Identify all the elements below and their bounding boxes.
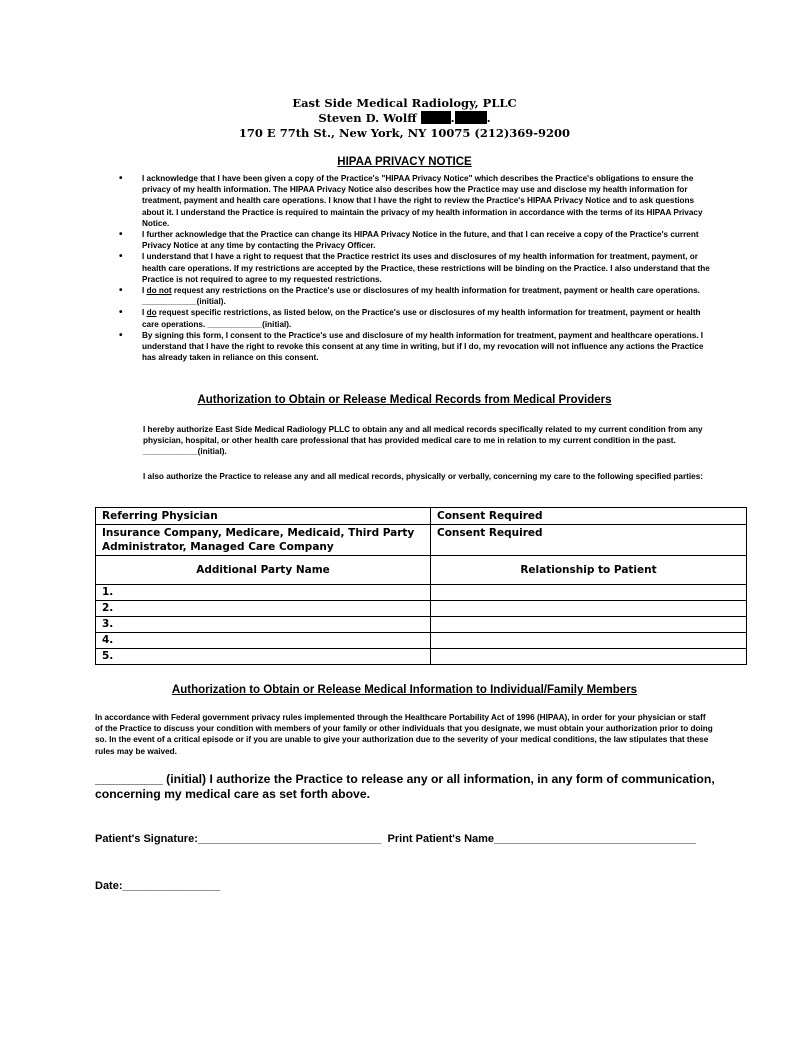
relationship-field[interactable] [431,601,747,617]
hipaa-bullet-no-restrictions [119,285,714,307]
records-authorization-text: I hereby authorize East Side Medical Radiology PLLC to obtain any and all medical records specifically related to my current condition from any physician, hospital, or other health care professional that has provided medical care to me in relation to my current condition in the past. ____________(initial). [143,425,703,457]
table-row [96,525,747,556]
table-header-row [96,556,747,585]
table-cell: Referring Physician [96,508,431,525]
relationship-field[interactable] [431,617,747,633]
bullet-text: I [142,286,147,296]
physician-name: Steven D. Wolff [318,111,417,125]
records-authorization-title: Authorization to Obtain or Release Medical Records from Medical Providers [197,394,612,406]
table-row [96,649,747,665]
table-cell: Consent Required [431,525,747,556]
signature-line [95,833,696,845]
table-row [96,633,747,649]
party-name-field[interactable]: 4. [96,633,431,649]
hipaa-bullet: • I acknowledge that I have been given a copy of the Practice's "HIPAA Privacy Notice" which describes the Practice's obligations to ensure the privacy of my health information. The HIPAA Privacy Notice also describes how the Practice may use and disclose my health information for treatment, payment and health care operations. I know that I have the right to review the Practice's HIPAA Privacy Notice and to ask questions about it. I understand the Practice is required to maintain the privacy of my health information in accordance with the terms of its HIPAA Privacy Notice. [119,173,714,229]
patient-signature-field[interactable]: Patient's Signature:______________________________ [95,833,382,845]
practice-address: 170 E 77th St., New York, NY 10075 (212)369-9200 [238,126,571,140]
authorized-parties-table [95,507,747,665]
table-cell: Insurance Company, Medicare, Medicaid, Third Party Administrator, Managed Care Company [96,525,431,556]
party-name-field[interactable]: 5. [96,649,431,665]
bullet-text: request any restrictions on the Practice's use or disclosures of my health information for treatment, payment or health care operations. ____________(initial). [142,286,700,307]
table-row [96,601,747,617]
redaction-block [421,111,451,124]
family-consent-statement[interactable]: __________ (initial) I authorize the Practice to release any or all information, in any form of communication, concerning my medical care as set forth above. [95,772,715,801]
relationship-field[interactable] [431,585,747,601]
hipaa-bullet-list [119,173,714,363]
table-row [96,617,747,633]
relationship-field[interactable] [431,649,747,665]
table-row [96,508,747,525]
bullet-text: request specific restrictions, as listed below, on the Practice's use or disclosures of my health information for treatment, payment or health care operations. ____________(initial). [142,308,701,329]
hipaa-title: HIPAA PRIVACY NOTICE [337,156,472,168]
relationship-field[interactable] [431,633,747,649]
hipaa-bullet: • By signing this form, I consent to the Practice's use and disclosure of my health information for treatment, payment and healthcare operations. I understand that I have the right to revoke this consent at any time in writing, but if I do, my revocation will not influence any actions the Practice has already taken in reliance on this consent. [119,330,714,364]
party-name-field[interactable]: 3. [96,617,431,633]
table-row [96,585,747,601]
hipaa-bullet-restrictions [119,307,714,329]
physician-suffix: . [486,111,491,125]
print-name-field[interactable]: Print Patient's Name_________________________________ [387,833,696,845]
party-name-field[interactable]: 1. [96,585,431,601]
column-header: Additional Party Name [96,556,431,585]
column-header: Relationship to Patient [431,556,747,585]
family-authorization-title: Authorization to Obtain or Release Medical Information to Individual/Family Members [171,684,638,696]
bullet-emphasis: do [146,308,157,318]
records-release-text: I also authorize the Practice to release any and all medical records, physically or verbally, concerning my care to the following specified parties: [143,472,703,481]
table-cell: Consent Required [431,508,747,525]
bullet-text: I [142,308,147,318]
party-name-field[interactable]: 2. [96,601,431,617]
bullet-emphasis: do not [146,286,172,296]
physician-line: Steven D. Wolff . . [318,111,491,125]
hipaa-bullet: • I understand that I have a right to request that the Practice restrict its uses and disclosures of my health information for treatment, payment, or health care operations. If my restrictions are accepted by the Practice, these restrictions will be binding on the Practice. I also understand that the Practice is not required to agree to my requested restrictions. [119,251,714,285]
redaction-block [455,111,487,124]
hipaa-bullet: • I further acknowledge that the Practice can change its HIPAA Privacy Notice in the future, and that I can receive a copy of the Practice's current Privacy Notice at any time by contacting the Privacy Officer. [119,229,714,251]
date-field[interactable]: Date:________________ [95,880,221,892]
practice-name: East Side Medical Radiology, PLLC [292,96,517,110]
family-authorization-text: In accordance with Federal government privacy rules implemented through the Healthcare Portability Act of 1996 (HIPAA), in order for your physician or staff of the Practice to discuss your condition with members of your family or other individuals that you designate, we must obtain your authorization prior to doing so. In the event of a critical episode or if you are unable to give your authorization due to the severity of your medical conditions, the law stipulates that these rules may be waived. [95,713,713,756]
